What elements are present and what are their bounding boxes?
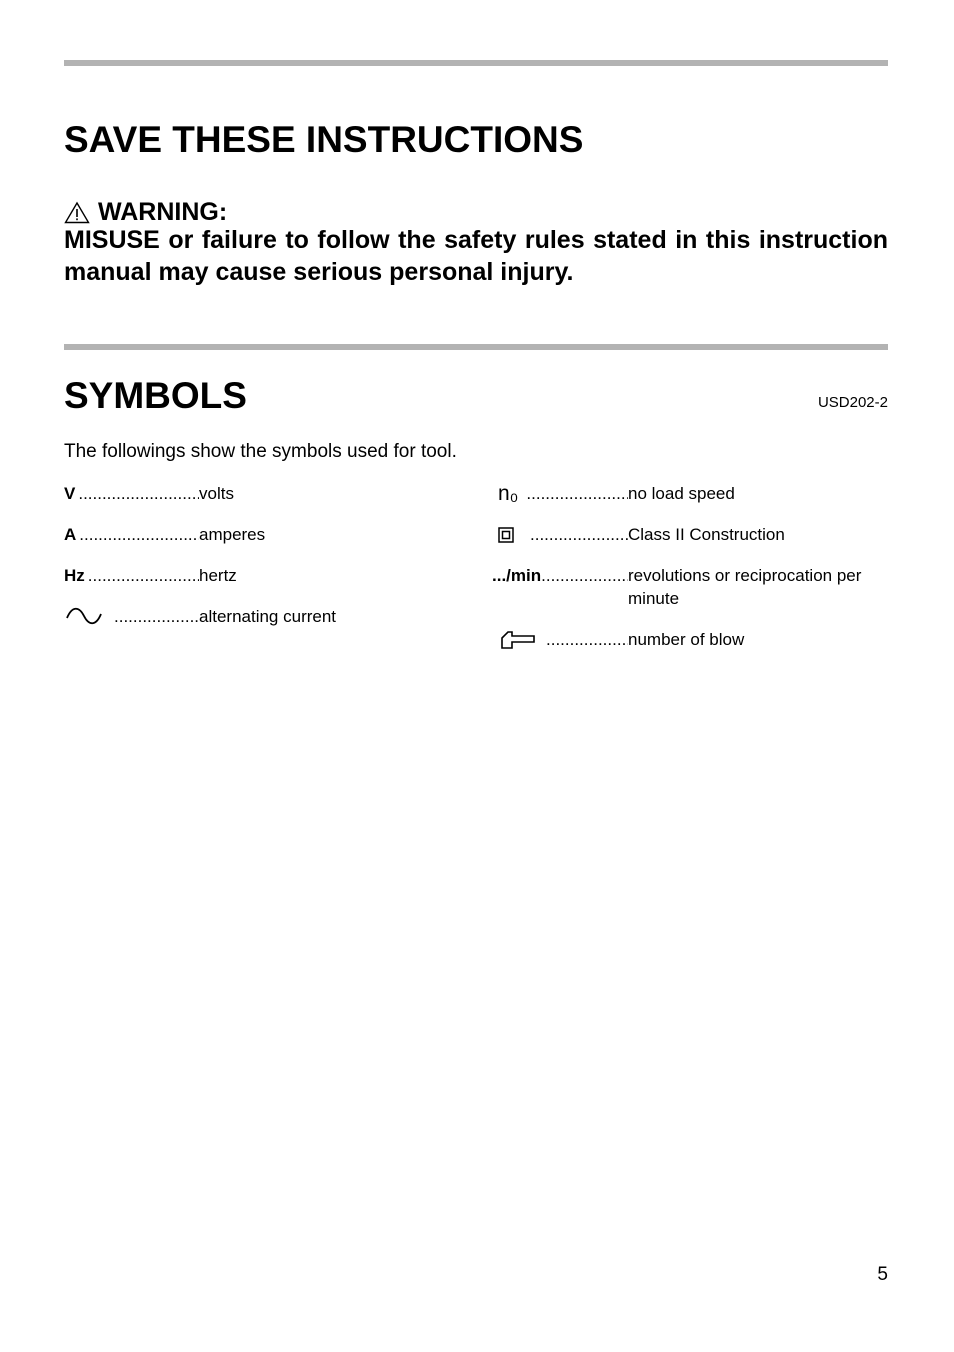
symbol-desc: amperes <box>199 525 266 544</box>
warning-heading <box>64 198 227 226</box>
symbols-intro: The followings show the symbols used for tool. <box>64 441 457 462</box>
symbol-row-revolutions <box>492 564 892 628</box>
symbols-heading: SYMBOLS <box>64 375 247 416</box>
symbol-row-number-of-blow <box>492 628 892 669</box>
warning-label: WARNING: <box>98 198 228 226</box>
symbol-row-amperes <box>64 523 464 564</box>
symbol-row-hertz <box>64 564 464 605</box>
symbol-row-volts <box>64 482 464 523</box>
symbol-desc: revolutions or reciprocation per minute <box>628 566 862 608</box>
no-load-speed-icon: n₀ <box>498 482 519 505</box>
alternating-current-icon <box>64 607 104 627</box>
symbol-desc: Class II Construction <box>628 525 785 544</box>
symbol-desc: number of blow <box>628 630 745 649</box>
save-instructions-heading: SAVE THESE INSTRUCTIONS <box>64 119 584 160</box>
section-divider-symbols <box>64 344 888 350</box>
symbol-desc: hertz <box>199 566 237 585</box>
symbol-hertz: Hz <box>64 566 85 585</box>
warning-text: MISUSE or failure to follow the safety rules stated in this instruction manual may cause serious personal injury. <box>64 226 888 286</box>
symbol-desc: volts <box>199 484 234 503</box>
symbol-row-no-load-speed <box>492 482 892 523</box>
symbol-row-class-ii <box>492 523 892 564</box>
symbol-row-alternating-current <box>64 605 464 646</box>
symbol-amperes: A <box>64 525 77 544</box>
class-ii-icon <box>498 527 514 543</box>
symbol-volts: V <box>64 484 76 503</box>
symbol-per-minute: .../min <box>492 566 542 585</box>
symbol-desc: no load speed <box>628 484 735 503</box>
page-number: 5 <box>877 1264 888 1285</box>
section-divider-top <box>64 60 888 66</box>
symbols-list-left <box>64 482 464 646</box>
symbols-list-right <box>492 482 892 669</box>
warning-triangle-icon <box>64 201 90 224</box>
document-code: USD202-2 <box>817 394 888 411</box>
symbol-desc: alternating current <box>199 607 337 626</box>
hammer-blow-icon <box>500 630 536 650</box>
